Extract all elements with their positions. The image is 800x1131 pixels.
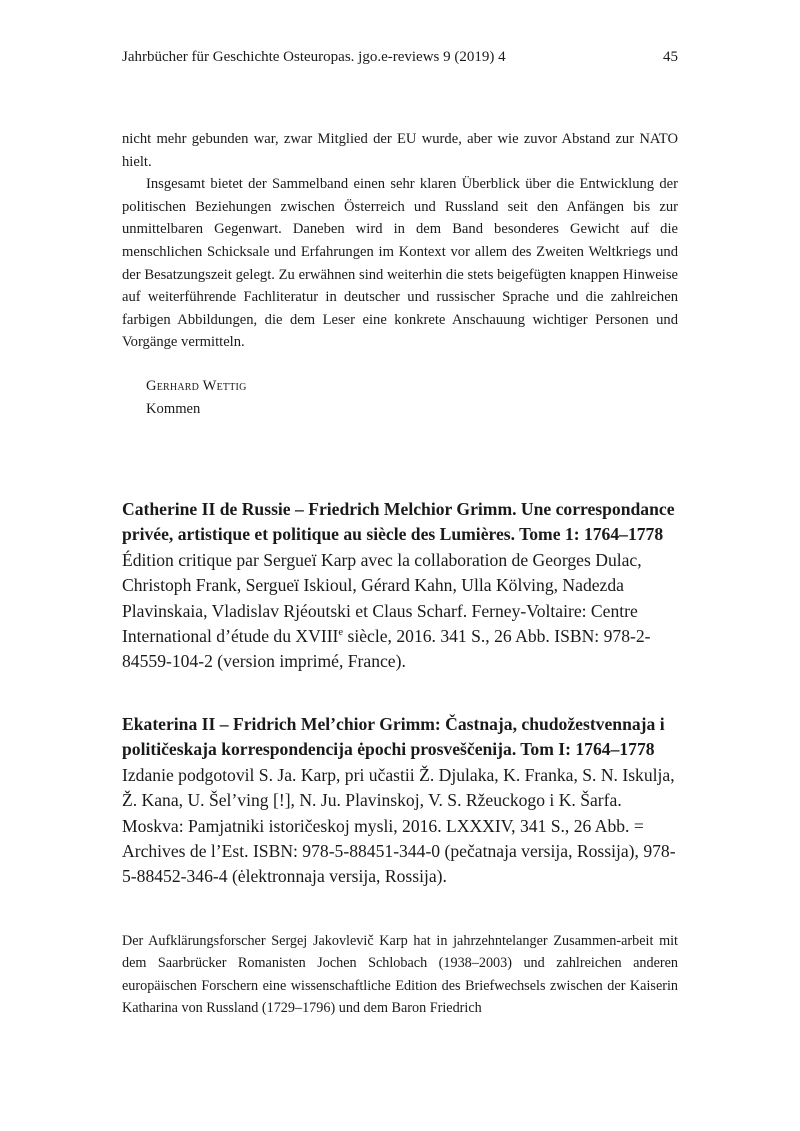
page-number: 45 — [663, 49, 678, 65]
running-header — [122, 46, 678, 68]
previous-review-ending — [122, 128, 678, 354]
paragraph-summary: Insgesamt bietet der Sammelband einen sehr klaren Überblick über die Entwicklung der politischen Beziehungen zwischen Österreich und Russland seit den Anfängen bis zur unmittelbaren Gegenwart. Daneben wird in dem Band besonderes Gewicht auf die menschlichen Schicksale und Erfahrungen im Kontext vor allem des Zweiten Weltkriegs und der Besatzungszeit gelegt. Zu erwähnen sind weiterhin die stets beigefügten knappen Hinweise auf weiterführende Fachliteratur in deutscher und russischer Sprache und die zahlreichen farbigen Abbildungen, die dem Leser eine konkrete Anschauung wichtiger Personen und Vorgänge vermitteln. — [122, 176, 678, 351]
book-title-russian: Ekaterina II – Fridrich Mel’chior Grimm: Častnaja, chudožestvennaja i političeskaja korrespondencija ėpochi prosveščenija. Tom I: 1764–1778 — [122, 714, 665, 760]
review-body — [122, 930, 678, 1020]
reviewer-signature — [146, 375, 702, 420]
review-heading-russian — [122, 712, 678, 890]
book-title-french: Catherine II de Russie – Friedrich Melchior Grimm. Une correspondance privée, artistique et politique au siècle des Lumières. Tome 1: 1764–1778 — [122, 499, 675, 545]
journal-title: Jahrbücher für Geschichte Osteuropas. jgo.e-reviews 9 (2019) 4 — [122, 49, 506, 65]
review-opening-paragraph: Der Aufklärungsforscher Sergej Jakovlevič Karp hat in jahrzehntelanger Zusammen-arbeit mit dem Saarbrücker Romanisten Jochen Schlobach (1938–2003) und zahlreichen anderen europäischen Forschern eine wissenschaftliche Edition des Briefwechsels zwischen der Kaiserin Katharina von Russland (1729–1796) und dem Baron Friedrich — [122, 933, 678, 1017]
reviewer-name: Gerhard Wettig — [146, 378, 247, 394]
bibliographic-details-french: Édition critique par Sergueï Karp avec la collaboration de Georges Dulac, Christoph Frank, Sergueï Iskioul, Gérard Kahn, Ulla Kölving, Nadezda Plavinskaia, Vladislav Rjéoutski et Claus Scharf. Ferney-Voltaire: Centre International d’étude du XVIIIe siècle, 2016. 341 S., 26 Abb. ISBN: 978-2-84559-104-2 (version imprimé, France). — [122, 549, 651, 672]
reviewer-location: Kommen — [146, 400, 201, 417]
review-heading-french — [122, 497, 678, 675]
paragraph-continued: nicht mehr gebunden war, zwar Mitglied der EU wurde, aber wie zuvor Abstand zur NATO hielt. — [122, 131, 678, 170]
century-superscript: e — [338, 627, 344, 639]
bibliographic-details-russian: Izdanie podgotovil S. Ja. Karp, pri učastii Ž. Djulaka, K. Franka, S. N. Iskulja, Ž. Kana, U. Šel’ving [!], N. Ju. Plavinskoj, V. S. Ržeuckogo i K. Šarfa. Moskva: Pamjatniki istoričeskoj mysli, 2016. LXXXIV, 341 S., 26 Abb. = Archives de l’Est. ISBN: 978-5-88451-344-0 (pečatnaja versija, Rossija), 978-5-88452-346-4 (ėlektronnaja versija, Rossija). — [122, 764, 676, 887]
